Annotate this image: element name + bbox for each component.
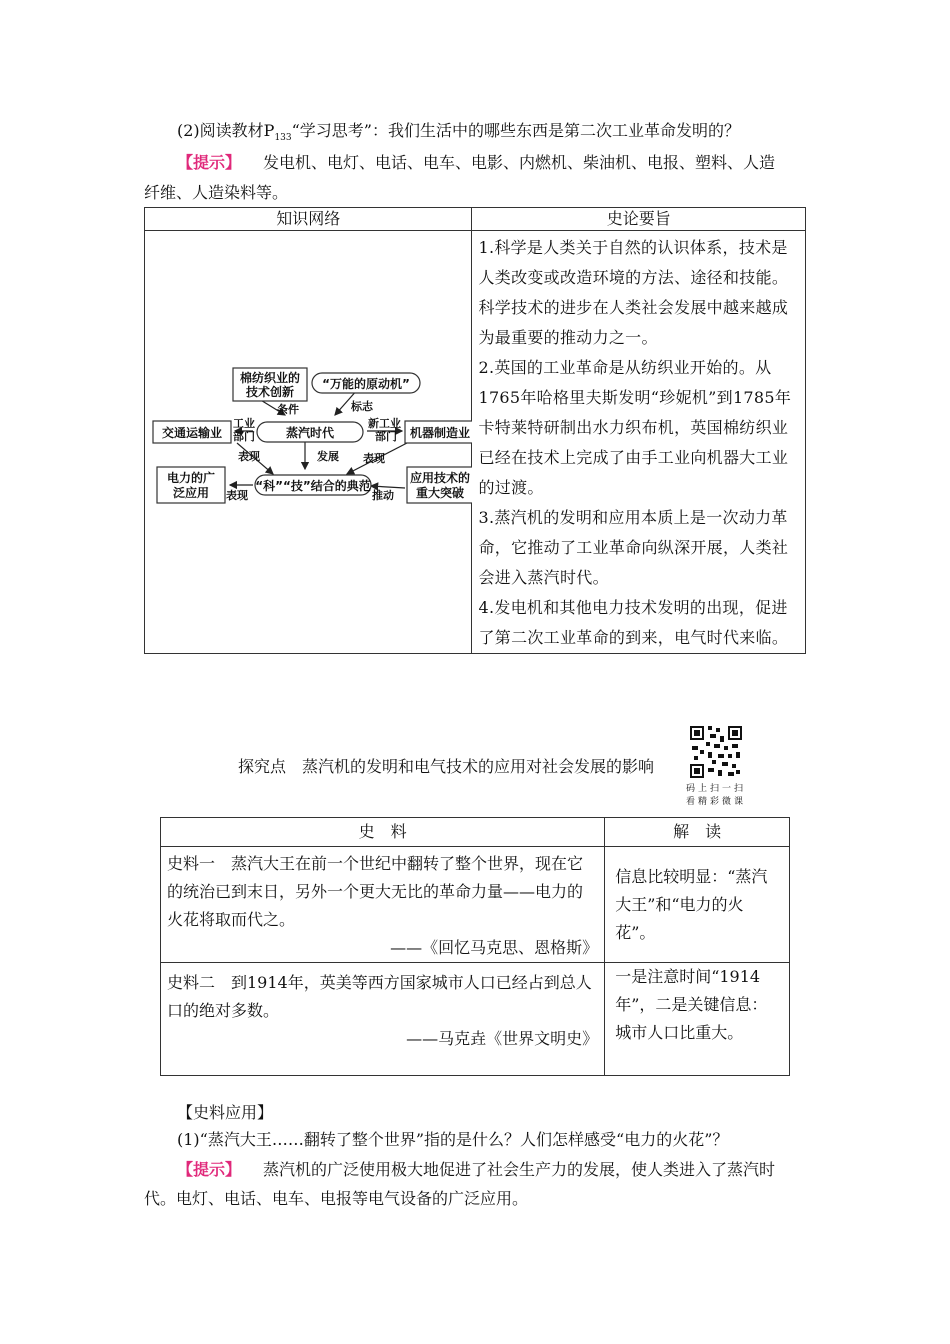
application-question: (1)“蒸汽大王……翻转了整个世界”指的是什么？人们怎样感受“电力的火花”？ bbox=[177, 1130, 729, 1149]
svg-text:技术创新: 技术创新 bbox=[245, 385, 295, 399]
edge-label-sign: 标志 bbox=[351, 400, 373, 413]
svg-text:应用技术的: 应用技术的 bbox=[409, 471, 471, 485]
material-header: 史 料 bbox=[161, 818, 605, 847]
material-row-2 bbox=[161, 963, 605, 1076]
material-2-source: ——马克垚《世界文明史》 bbox=[406, 1029, 599, 1048]
hint-line-1: 【提示】 发电机、电灯、电话、电车、电影、内燃机、柴油机、电报、塑料、人造 bbox=[177, 153, 776, 172]
material-1-text: 史料一 蒸汽大王在前一个世纪中翻转了整个世界，现在它的统治已到末日，另外一个更大无比的革命力量——电力的火花将取而代之。 bbox=[167, 854, 584, 929]
reading-header: 解 读 bbox=[605, 818, 790, 847]
edge-label-develop: 发展 bbox=[317, 450, 339, 463]
edge-label-express-right: 表现 bbox=[363, 452, 385, 465]
node-transport bbox=[153, 421, 231, 443]
svg-text:“科”“技”结合的典范: “科”“技”结合的典范 bbox=[255, 479, 371, 493]
edge-label-industry: 工业 bbox=[233, 417, 255, 430]
svg-text:交通运输业: 交通运输业 bbox=[161, 426, 223, 440]
edge-label-condition: 条件 bbox=[277, 403, 299, 416]
knowledge-network-diagram bbox=[145, 231, 472, 649]
edge-label-promote: 推动 bbox=[372, 489, 394, 502]
edge-label-express-left: 表现 bbox=[238, 450, 260, 463]
edge-label-new-industry: 新工业 bbox=[368, 417, 401, 430]
knowledge-network-header: 知识网络 bbox=[145, 208, 472, 231]
key-points-header: 史论要旨 bbox=[472, 208, 806, 231]
node-tech-breakthrough bbox=[407, 467, 472, 503]
qr-caption-1: 码上扫一扫 bbox=[686, 784, 747, 794]
svg-text:棉纺织业的: 棉纺织业的 bbox=[239, 371, 301, 385]
key-point-1: 1.科学是人类关于自然的认识体系，技术是人类改变或改造环境的方法、途径和技能。科学技术的进步在人类社会发展中越来越成为最重要的推动力之一。 bbox=[478, 238, 789, 347]
node-electric-application bbox=[157, 467, 225, 503]
node-sci-tech-model bbox=[255, 475, 371, 495]
source-material-table bbox=[160, 817, 790, 1076]
svg-text:电力的广: 电力的广 bbox=[166, 471, 216, 485]
key-points-cell bbox=[472, 231, 806, 654]
node-machine-building bbox=[405, 421, 472, 443]
hint-line-2: 纤维、人造染料等。 bbox=[144, 183, 289, 202]
material-2-text: 史料二 到1914年，英美等西方国家城市人口已经占到总人口的绝对多数。 bbox=[167, 973, 592, 1020]
hint-label: 【提示】 bbox=[177, 153, 242, 172]
key-point-3: 3.蒸汽机的发明和应用本质上是一次动力革命，它推动了工业革命向纵深开展，人类社会进入蒸汽时代。 bbox=[478, 508, 789, 587]
question-2: (2)阅读教材$P_{133}“$学习思考”：我们生活中的哪些东西是第二次工业革命发明的？ bbox=[177, 121, 740, 144]
knowledge-table bbox=[144, 207, 806, 654]
node-universal-engine bbox=[312, 373, 420, 393]
edge-label-new-dept: 部门 bbox=[375, 430, 397, 443]
svg-text:重大突破: 重大突破 bbox=[415, 486, 465, 500]
node-steam-age bbox=[257, 422, 363, 442]
reading-row-2 bbox=[605, 963, 790, 1076]
material-1-source: ——《回忆马克思、恩格斯》 bbox=[390, 938, 599, 957]
key-point-4: 4.发电机和其他电力技术发明的出现，促进了第二次工业革命的到来，电气时代来临。 bbox=[478, 598, 789, 647]
explore-title: 探究点 蒸汽机的发明和电气技术的应用对社会发展的影响 bbox=[238, 757, 655, 776]
node-cotton bbox=[233, 368, 307, 401]
reading-row-1 bbox=[605, 847, 790, 963]
knowledge-network-cell bbox=[145, 231, 472, 654]
svg-text:泛应用: 泛应用 bbox=[172, 486, 210, 500]
edge-label-dept: 部门 bbox=[233, 430, 255, 443]
svg-text:蒸汽时代: 蒸汽时代 bbox=[285, 426, 335, 440]
svg-text:“万能的原动机”: “万能的原动机” bbox=[322, 377, 410, 391]
reading-2-text: 一是注意时间“1914年”，二是关键信息：城市人口比重大。 bbox=[615, 967, 768, 1042]
qr-code-icon[interactable] bbox=[688, 724, 744, 780]
application-answer-line-1: 【提示】 蒸汽机的广泛使用极大地促进了社会生产力的发展，使人类进入了蒸汽时 bbox=[177, 1160, 776, 1179]
key-point-2: 2.英国的工业革命是从纺织业开始的。从1765年哈格里夫斯发明“珍妮机”到1785年卡特莱特研制出水力织布机，英国棉纺织业已经在技术上完成了由手工业向机器大工业的过渡。 bbox=[478, 358, 792, 497]
reading-1-text: 信息比较明显：“蒸汽大王”和“电力的火花”。 bbox=[615, 866, 768, 942]
application-heading: 【史料应用】 bbox=[177, 1103, 274, 1122]
edge-label-express-bottom: 表现 bbox=[226, 489, 248, 502]
svg-text:机器制造业: 机器制造业 bbox=[409, 426, 471, 440]
application-hint-label: 【提示】 bbox=[177, 1160, 242, 1179]
material-row-1 bbox=[161, 847, 605, 963]
qr-caption-2: 看精彩微课 bbox=[686, 797, 747, 807]
application-answer-line-2: 代。电灯、电话、电车、电报等电气设备的广泛应用。 bbox=[144, 1189, 529, 1208]
